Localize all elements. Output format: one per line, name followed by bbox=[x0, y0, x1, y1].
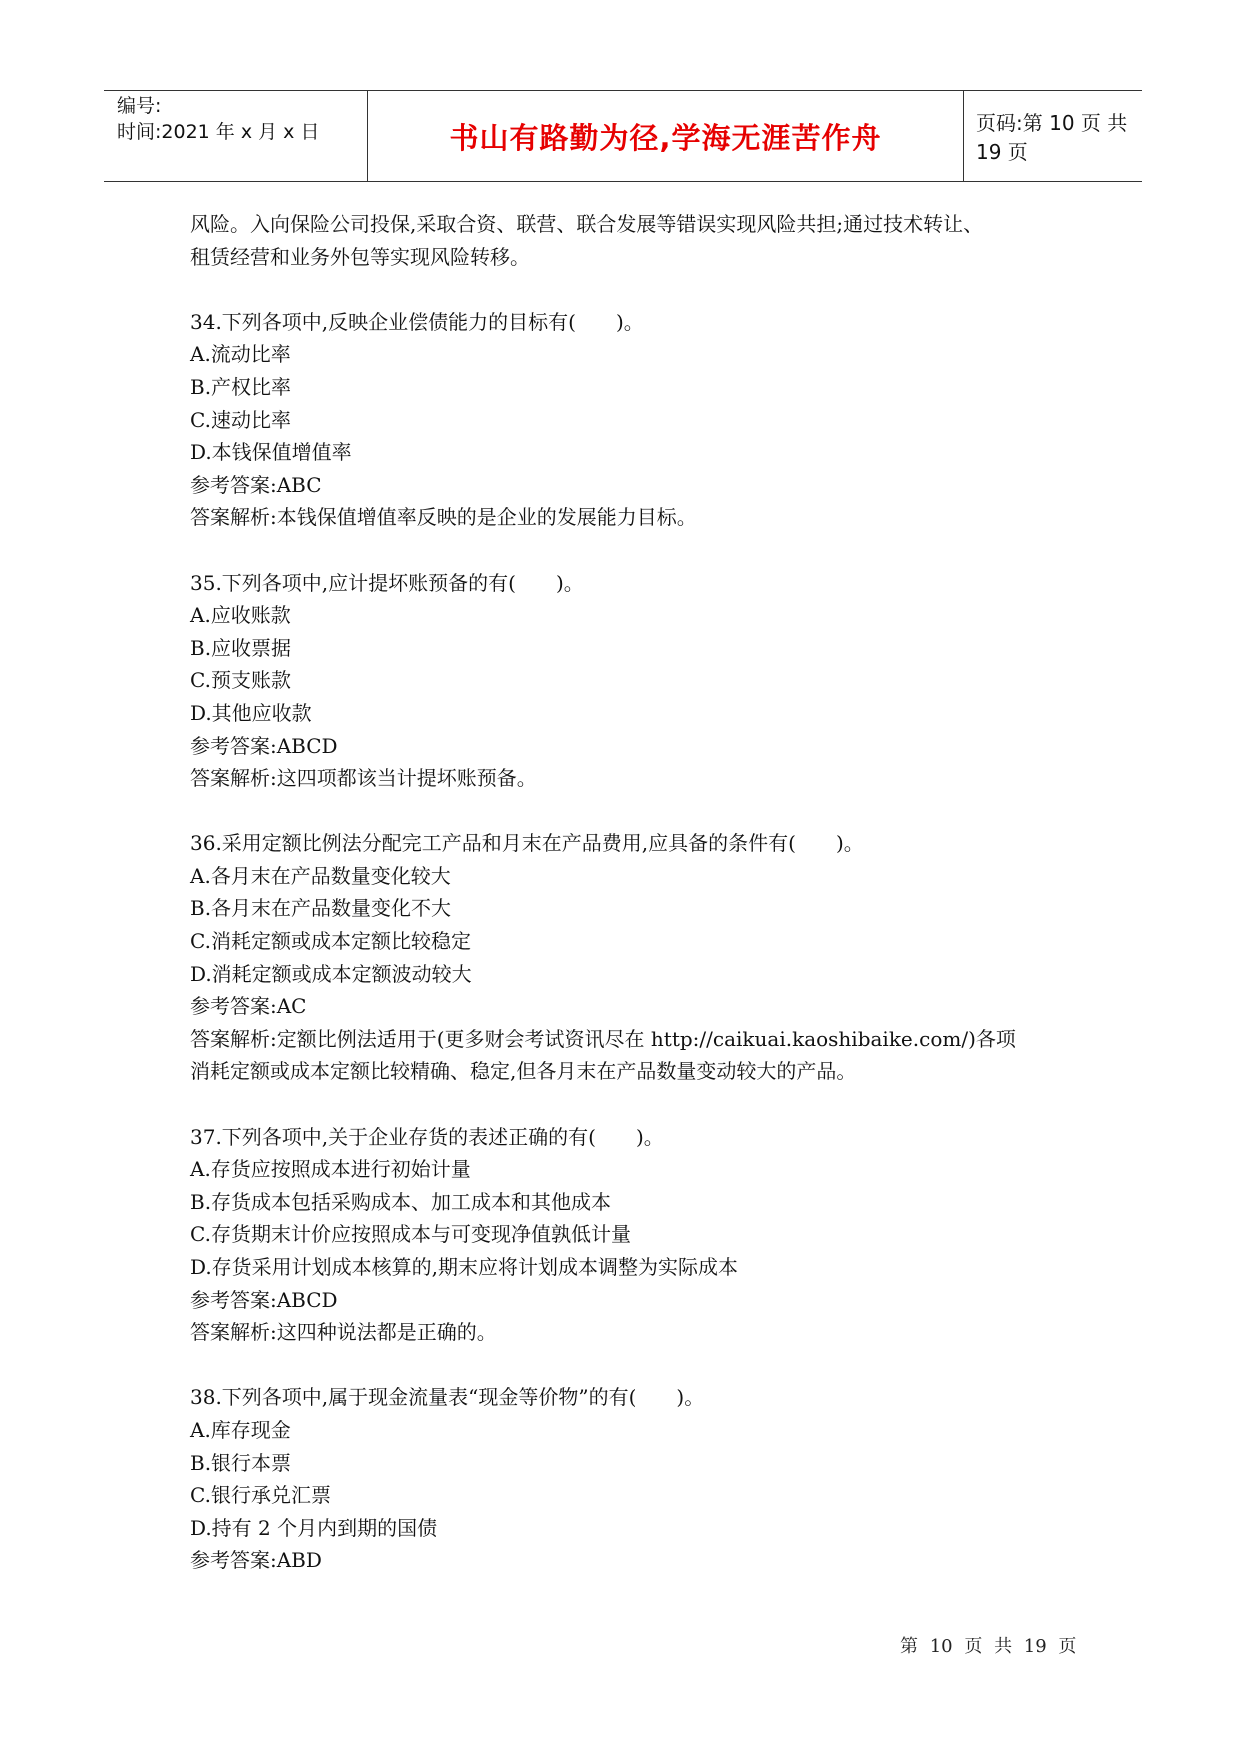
reference-answer: 参考答案:AC bbox=[190, 994, 307, 1019]
question-35 bbox=[190, 567, 1070, 795]
reference-answer: 参考答案:ABCD bbox=[190, 733, 338, 758]
option-b: B.各月末在产品数量变化不大 bbox=[190, 896, 452, 921]
question-stem: 36.采用定额比例法分配完工产品和月末在产品费用,应具备的条件有( )。 bbox=[190, 831, 864, 856]
option-b: B.应收票据 bbox=[190, 635, 292, 660]
intro-line: 租赁经营和业务外包等实现风险转移。 bbox=[190, 244, 530, 269]
option-d: D.其他应收款 bbox=[190, 700, 312, 725]
option-a: A.应收账款 bbox=[190, 603, 291, 628]
time-label: 时间:2021 年 x 月 x 日 bbox=[117, 121, 320, 143]
option-a: A.库存现金 bbox=[190, 1417, 291, 1442]
option-c: C.存货期末计价应按照成本与可变现净值孰低计量 bbox=[190, 1222, 631, 1247]
answer-analysis: 答案解析:本钱保值增值率反映的是企业的发展能力目标。 bbox=[190, 505, 697, 530]
question-38 bbox=[190, 1381, 1070, 1577]
reference-answer: 参考答案:ABD bbox=[190, 1548, 322, 1573]
question-37 bbox=[190, 1121, 1070, 1349]
page-footer: 第 10 页 共 19 页 bbox=[900, 1636, 1077, 1657]
reference-answer: 参考答案:ABC bbox=[190, 472, 322, 497]
option-d: D.消耗定额或成本定额波动较大 bbox=[190, 961, 472, 986]
question-34 bbox=[190, 306, 1070, 534]
option-c: C.银行承兑汇票 bbox=[190, 1483, 331, 1508]
question-stem: 35.下列各项中,应计提坏账预备的有( )。 bbox=[190, 570, 584, 595]
option-b: B.产权比率 bbox=[190, 374, 292, 399]
answer-analysis: 答案解析:定额比例法适用于(更多财会考试资讯尽在 http://caikuai.kaoshibaike.com/)各项 bbox=[190, 1026, 1016, 1051]
option-c: C.速动比率 bbox=[190, 407, 291, 432]
intro-paragraph bbox=[190, 208, 1070, 273]
answer-analysis: 答案解析:这四种说法都是正确的。 bbox=[190, 1320, 497, 1345]
motto-text: 书山有路勤为径,学海无涯苦作舟 bbox=[449, 120, 882, 155]
option-a: A.存货应按照成本进行初始计量 bbox=[190, 1157, 471, 1182]
option-b: B.银行本票 bbox=[190, 1450, 292, 1475]
header-info-cell bbox=[104, 91, 368, 181]
question-stem: 34.下列各项中,反映企业偿债能力的目标有( )。 bbox=[190, 309, 644, 334]
intro-line: 风险。入向保险公司投保,采取合资、联营、联合发展等错误实现风险共担;通过技术转让、 bbox=[190, 212, 984, 236]
answer-analysis: 答案解析:这四项都该当计提坏账预备。 bbox=[190, 766, 537, 791]
answer-analysis-continued: 消耗定额或成本定额比较精确、稳定,但各月末在产品数量变动较大的产品。 bbox=[190, 1059, 857, 1084]
option-b: B.存货成本包括采购成本、加工成本和其他成本 bbox=[190, 1189, 612, 1214]
option-a: A.各月末在产品数量变化较大 bbox=[190, 863, 451, 888]
document-body bbox=[190, 208, 1070, 1577]
question-36 bbox=[190, 827, 1070, 1088]
option-d: D.本钱保值增值率 bbox=[190, 440, 352, 465]
number-label: 编号: bbox=[117, 95, 162, 117]
question-stem: 38.下列各项中,属于现金流量表“现金等价物”的有( )。 bbox=[190, 1385, 705, 1410]
option-a: A.流动比率 bbox=[190, 342, 291, 367]
reference-answer: 参考答案:ABCD bbox=[190, 1287, 338, 1312]
page-code-text: 页码:第 10 页 共 19 页 bbox=[976, 111, 1128, 164]
header-page-code-cell bbox=[964, 91, 1142, 181]
page-header bbox=[104, 90, 1142, 182]
option-d: D.存货采用计划成本核算的,期末应将计划成本调整为实际成本 bbox=[190, 1255, 739, 1279]
option-d: D.持有 2 个月内到期的国债 bbox=[190, 1515, 438, 1540]
option-c: C.预支账款 bbox=[190, 668, 291, 693]
option-c: C.消耗定额或成本定额比较稳定 bbox=[190, 929, 471, 954]
header-motto-cell bbox=[368, 91, 964, 181]
question-stem: 37.下列各项中,关于企业存货的表述正确的有( )。 bbox=[190, 1124, 664, 1149]
